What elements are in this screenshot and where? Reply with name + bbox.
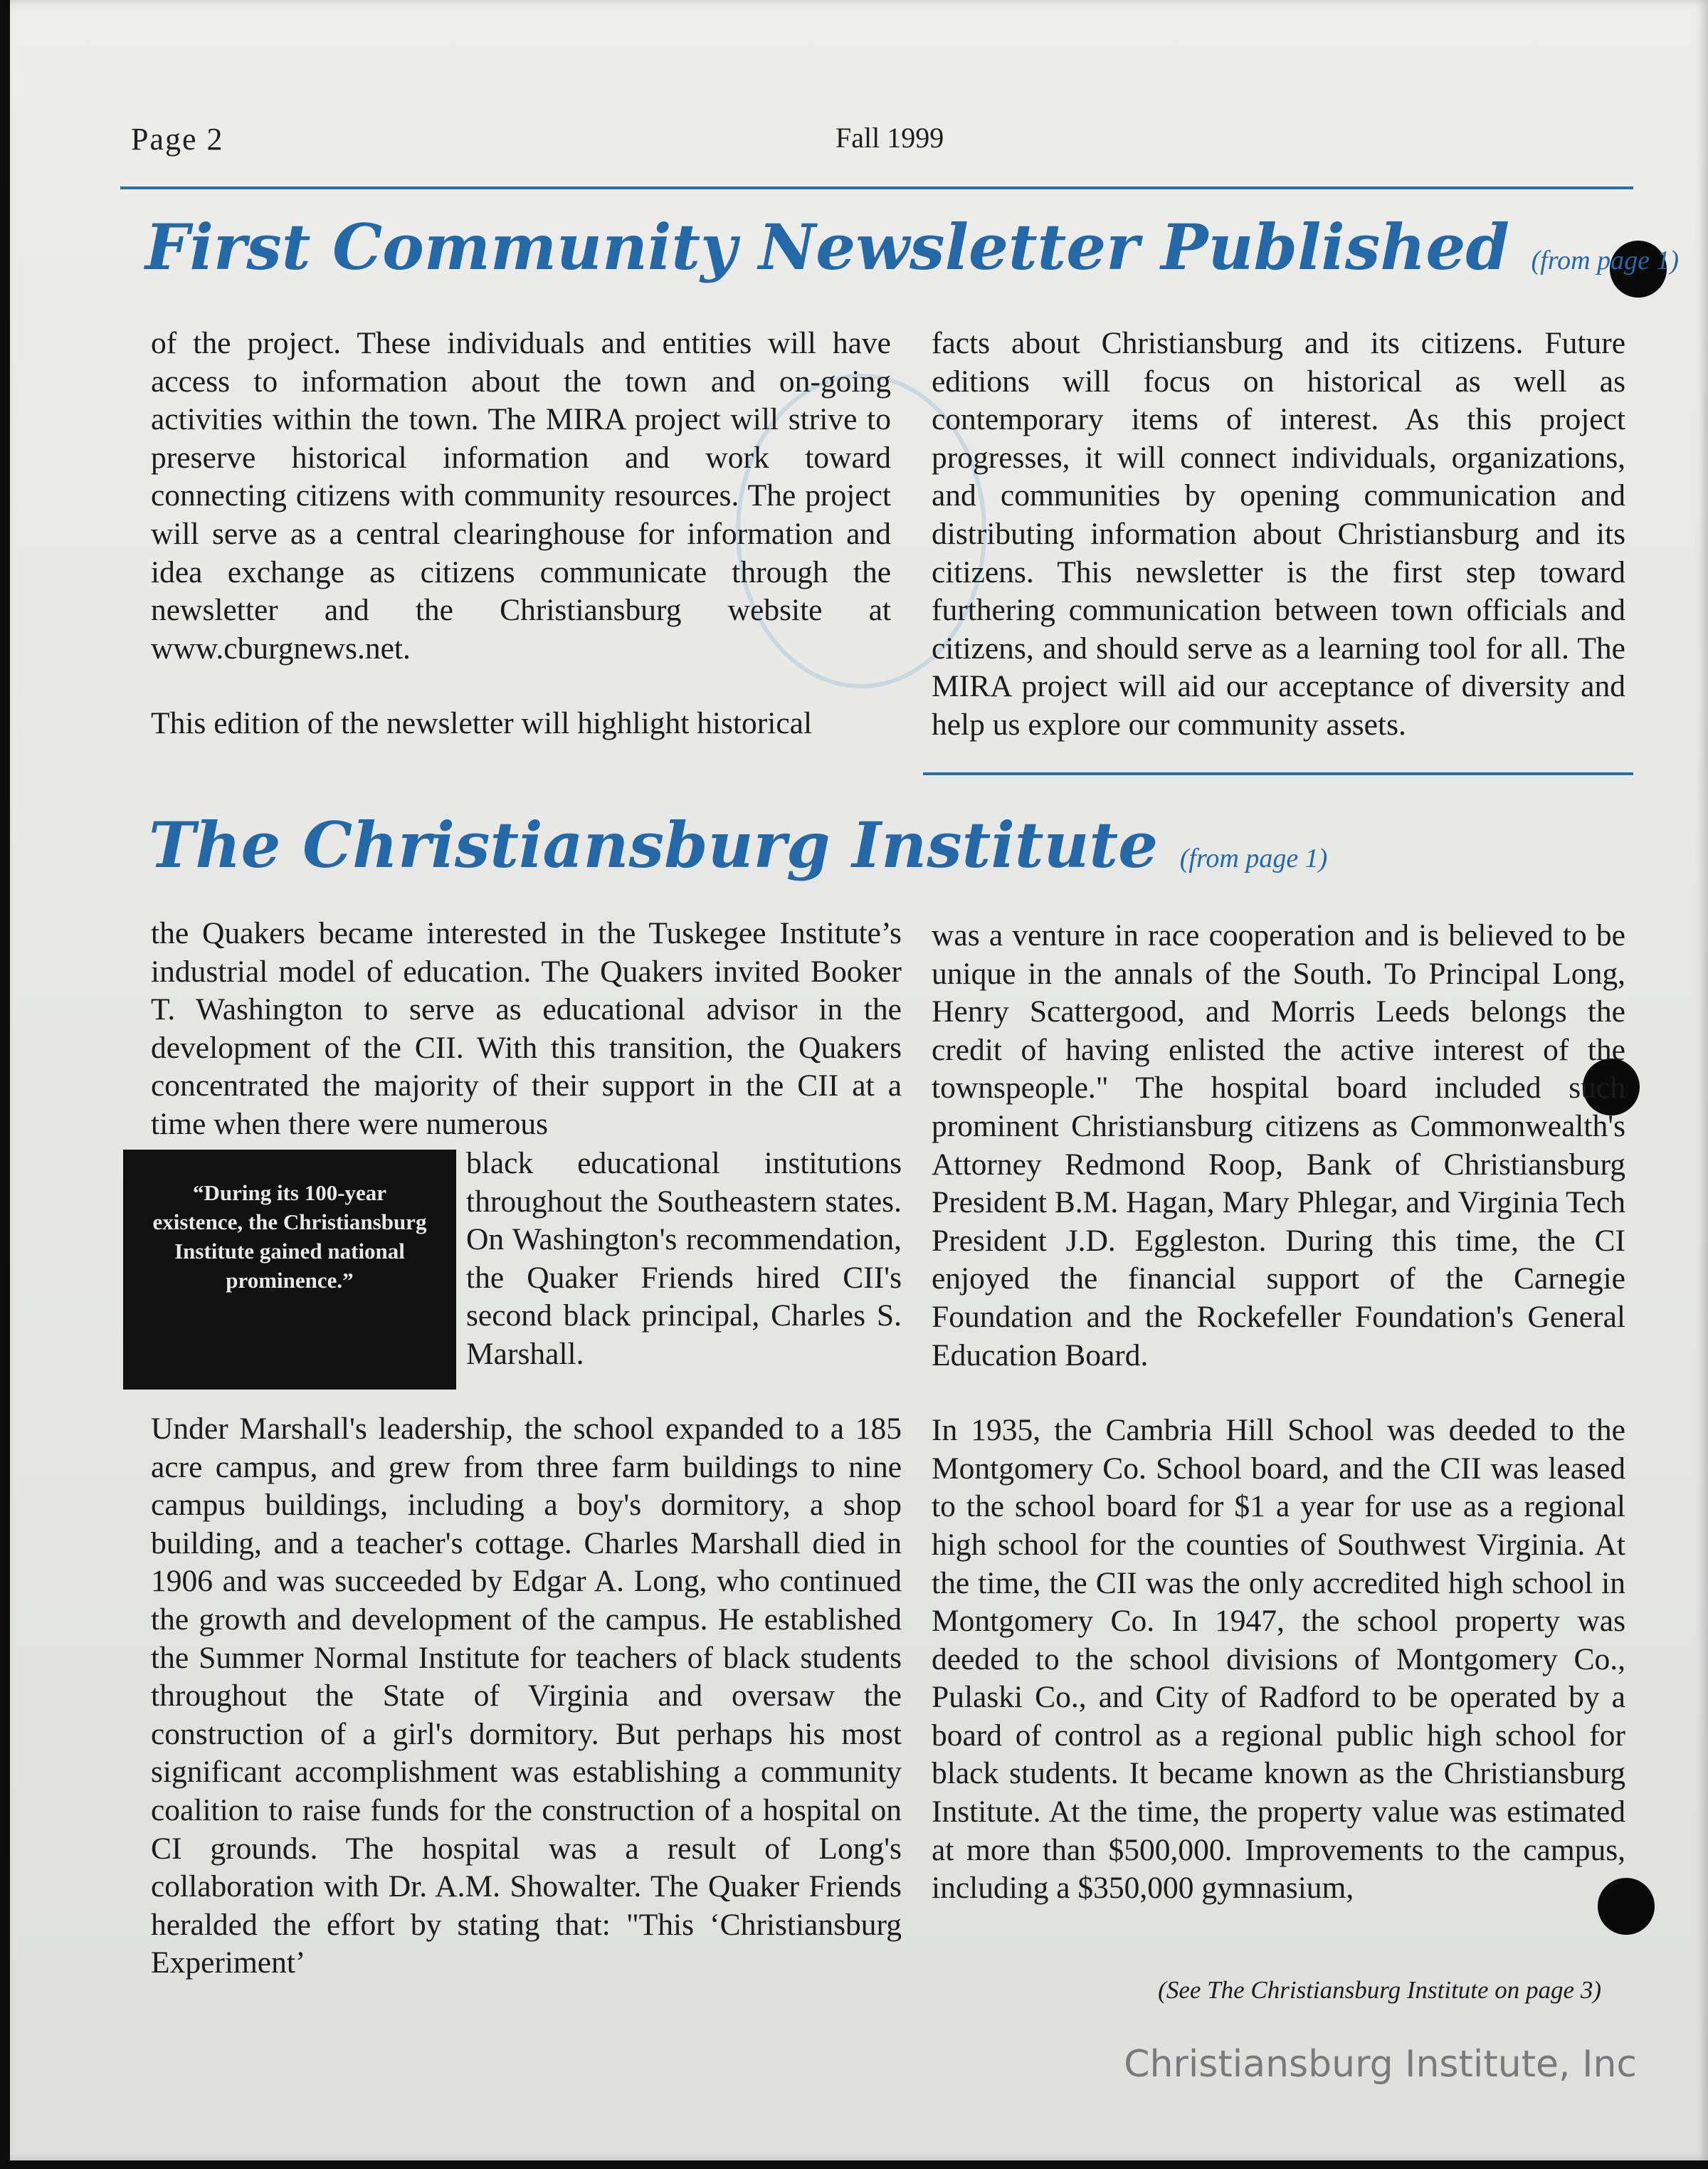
continued-on-note: (See The Christiansburg Institute on page 3): [1158, 1976, 1601, 2004]
pull-quote-box: [123, 1150, 456, 1390]
article2-title: The Christiansburg Institute: [149, 808, 1159, 882]
article1-headline: [145, 210, 1679, 284]
issue-date: Fall 1999: [835, 122, 944, 154]
article1-left-column: [151, 325, 891, 743]
archive-watermark: Christiansburg Institute, Inc: [1124, 2043, 1637, 2086]
article1-right-column: [932, 325, 1625, 745]
article1-right-paragraph-1: facts about Christiansburg and its citizens. Future editions will focus on historical as well as contemporary items of interest. As this project progresses, it will connect individuals, organizations, and communities by opening communication and distributing information about Christiansburg and its citizens. This newsletter is the first step toward furthering communication between town officials and citizens, and should serve as a learning tool for all. The MIRA project will aid our acceptance of diversity and help us explore our community assets.: [932, 326, 1625, 742]
article2-left-wrap: [466, 1145, 902, 1374]
pull-quote-text: “During its 100-year existence, the Christiansburg Institute gained national prominence.”: [152, 1180, 427, 1293]
article1-from-note: (from page 1): [1531, 246, 1680, 275]
article-divider-rule: [923, 772, 1633, 775]
newsletter-page: [10, 0, 1708, 2160]
article2-left-top: [151, 915, 902, 1144]
article2-right-column: [932, 917, 1625, 1908]
article2-right-paragraph-1: was a venture in race cooperation and is believed to be unique in the annals of the South. To Principal Long, Henry Scattergood, and Morris Leeds belongs the credit of having enlisted the active interest of the townspeople." The hospital board included such prominent Christiansburg citizens as Commonwealth's Attorney Redmond Roop, Bank of Christiansburg President B.M. Hagan, Mary Phlegar, and Virginia Tech President J.D. Eggleston. During this time, the CI enjoyed the financial support of the Carnegie Foundation and the Rockefeller Foundation's General Education Board.: [932, 918, 1625, 1372]
article1-title: First Community Newsletter Published: [145, 210, 1509, 284]
header-rule: [120, 187, 1633, 189]
article2-left-paragraph-2: Under Marshall's leadership, the school expanded to a 185 acre campus, and grew from three farm buildings to nine campus buildings, including a boy's dormitory, a shop building, and a teacher's cottage. Charles Marshall died in 1906 and was succeeded by Edgar A. Long, who continued the growth and development of the campus. He established the Summer Normal Institute for teachers of black students throughout the State of Virginia and oversaw the construction of a girl's dormitory. But perhaps his most significant accomplishment was establishing a community coalition to raise funds for the construction of a hospital on CI grounds. The hospital was a result of Long's collaboration with Dr. A.M. Showalter. The Quaker Friends heralded the effort by stating that: "This ‘Christiansburg Experiment’: [151, 1412, 902, 1980]
article2-right-paragraph-2: In 1935, the Cambria Hill School was deeded to the Montgomery Co. School board, and the CII was leased to the school board for $1 a year for use as a regional high school for the counties of Southwest Virginia. At the time, the CII was the only accredited high school in Montgomery Co. In 1947, the school property was deeded to the school divisions of Montgomery Co., Pulaski Co., and City of Radford to be operated by a board of control as a regional public high school for black students. It became known as the Christiansburg Institute. At the time, the property value was estimated at more than $500,000. Improvements to the campus, including a $350,000 gymnasium,: [932, 1413, 1625, 1906]
article2-left-wrap-text: black educational institutions throughout the Southeastern states. On Washington's recommendation, the Quaker Friends hired CII's second black principal, Charles S. Marshall.: [466, 1146, 902, 1371]
page-number: Page 2: [131, 122, 224, 157]
article2-headline: [149, 808, 1327, 882]
article2-left-bottom: [151, 1410, 902, 1982]
article2-left-paragraph-1: the Quakers became interested in the Tuskegee Institute’s industrial model of education. The Quakers invited Booker T. Washington to serve as educational advisor in the development of the CII. With this transition, the Quakers concentrated the majority of their support in the CII at a time when there were numerous: [151, 916, 902, 1141]
article2-from-note: (from page 1): [1179, 844, 1328, 873]
article1-left-paragraph-2: This edition of the newsletter will highlight historical: [151, 706, 813, 741]
article1-left-paragraph-1: of the project. These individuals and entities will have access to information about the town and on-going activities within the town. The MIRA project will strive to preserve historical information and work toward connecting citizens with community resources. The project will serve as a central clearinghouse for information and idea exchange as citizens communicate through the newsletter and the Christiansburg website at www.cburgnews.net.: [151, 326, 891, 666]
